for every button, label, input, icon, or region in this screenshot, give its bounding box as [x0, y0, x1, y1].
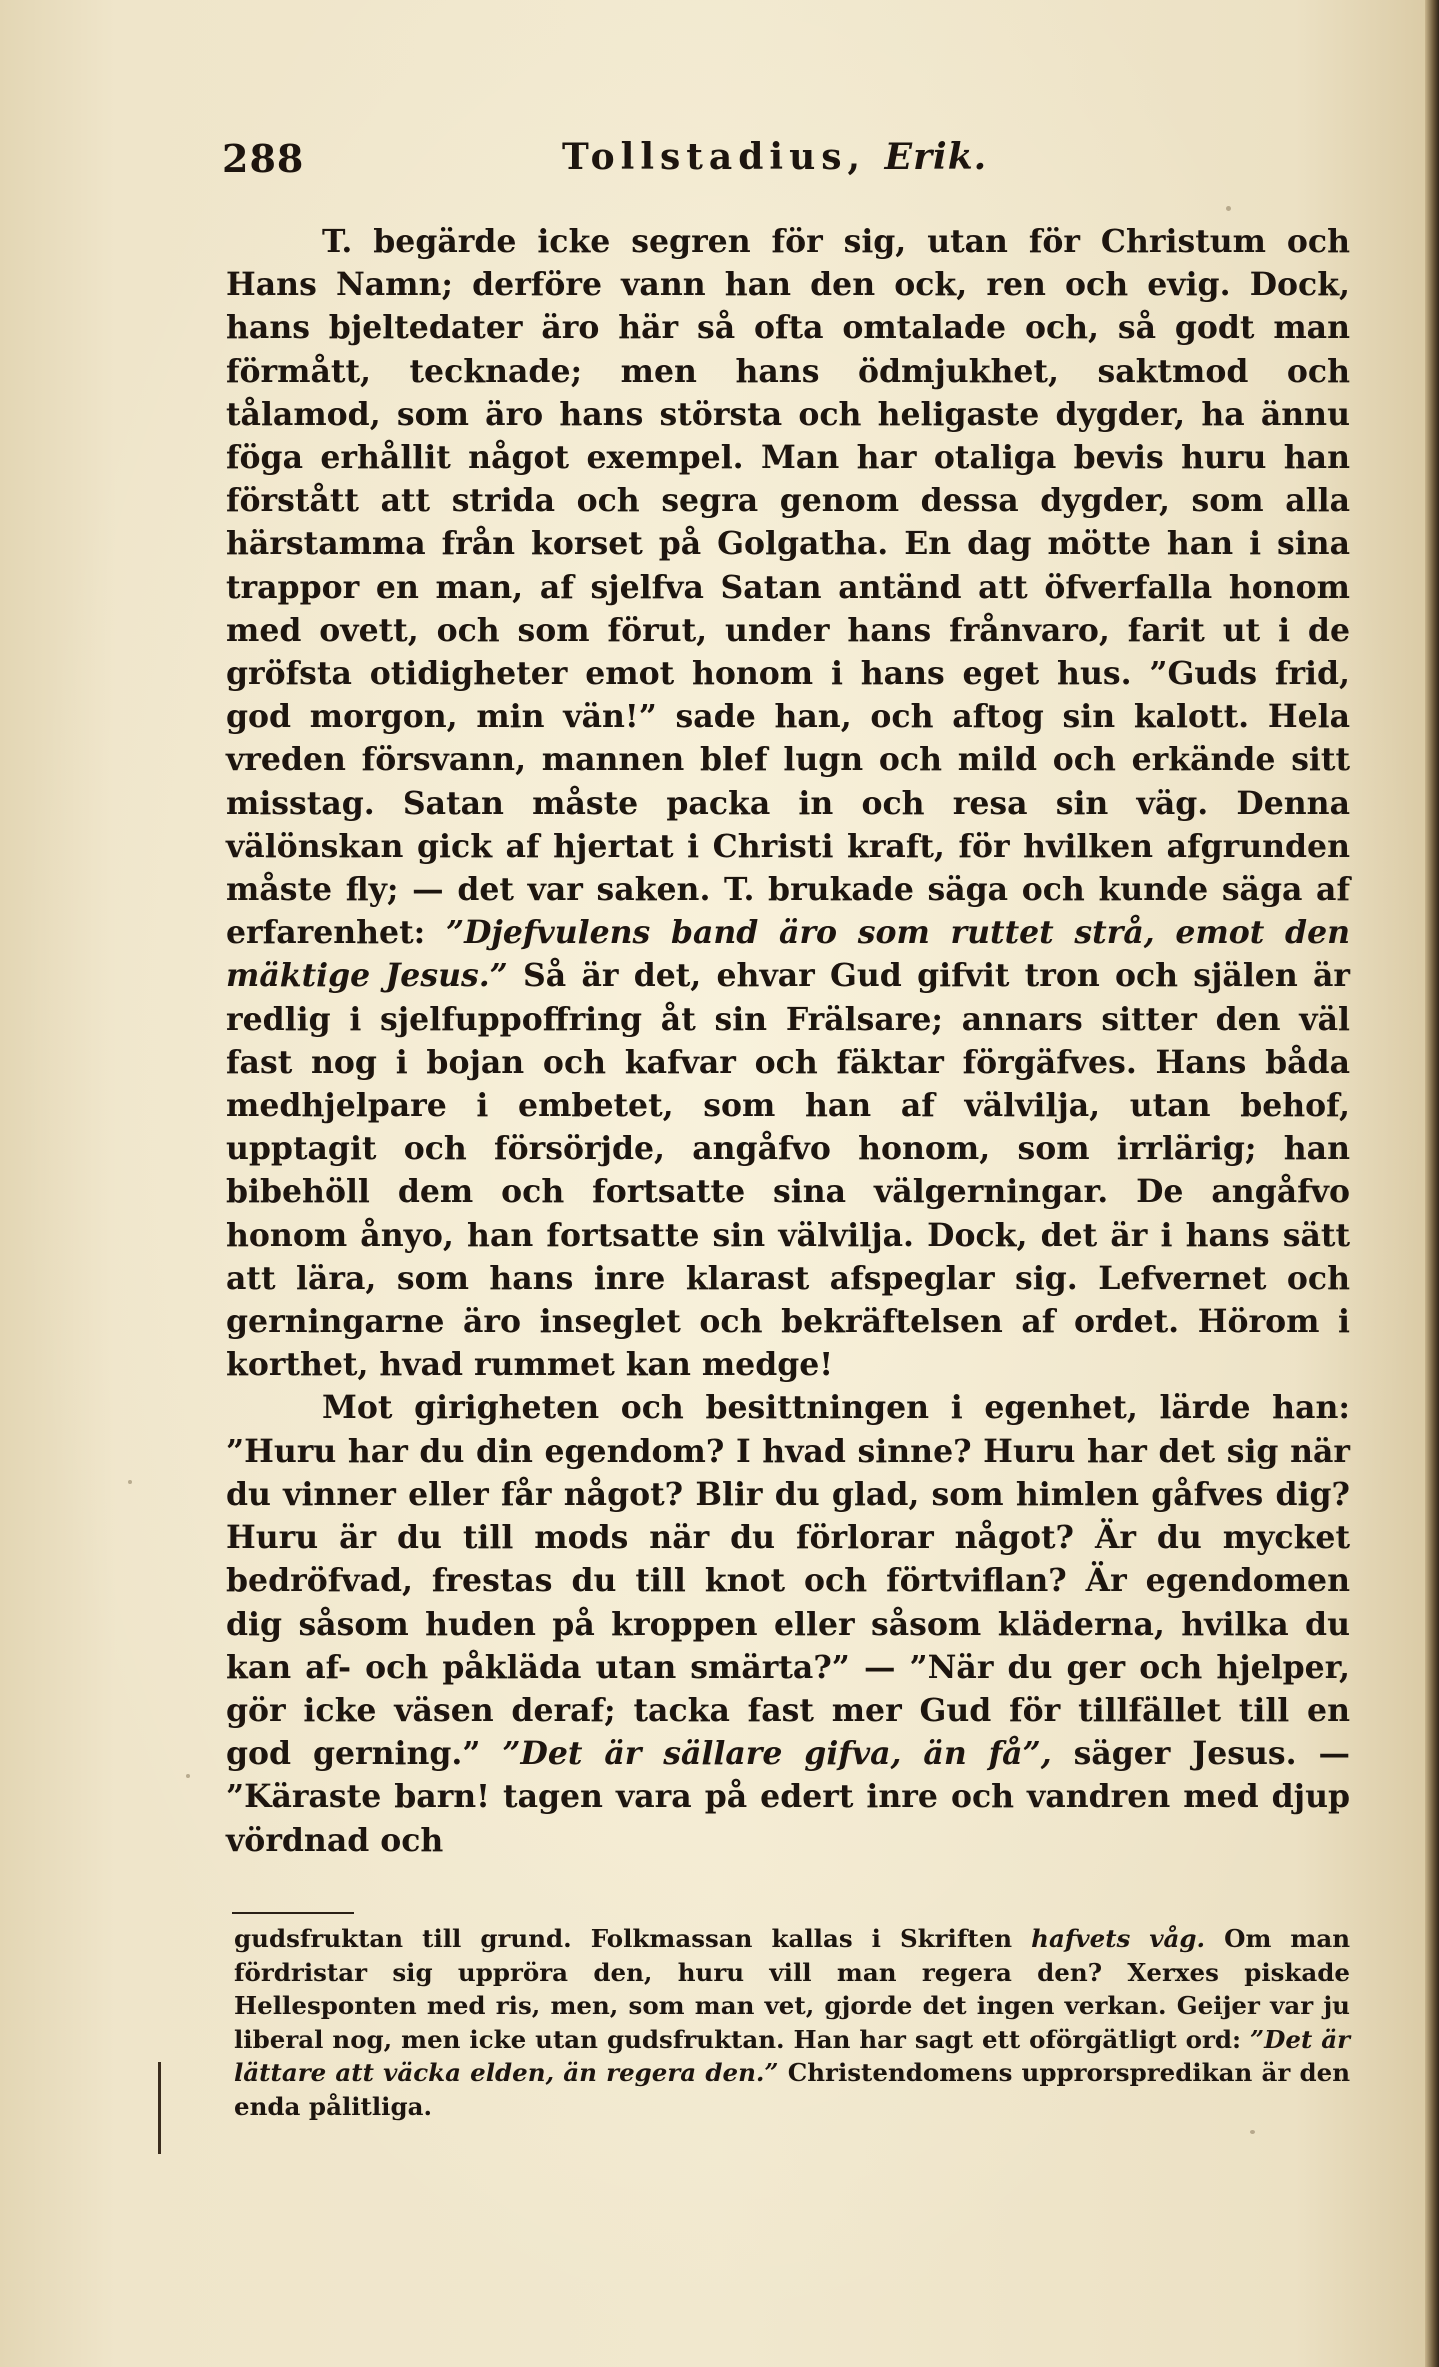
header-surname: Tollstadius,: [562, 136, 867, 178]
paper-speck: [128, 1480, 132, 1484]
paragraph-2: [226, 1386, 1350, 1861]
footnote-text-c: Christendomens upprorspredikan är den enda pålitliga.: [234, 2058, 1351, 2121]
paragraph-1-text-b: Så är det, ehvar Gud gifvit tron och själen är redlig i sjelfuppoffring åt sin Frälsare; annars sitter den väl fast nog i bojan och kafvar och fäktar förgäfves. Hans båda medhjelpare i embetet, som han af välvilja, utan behof, upptagit och försörjde, angåfvo honom, som irrlärig; han bibehöll dem och fortsatte sina välgerningar. De angåfvo honom ånyo, han fortsatte sin välvilja. Dock, det är i hans sätt att lära, som hans inre klarast afspeglar sig. Lefvernet och gerningarne äro inseglet och bekräftelsen af ordet. Hörom i korthet, hvad rummet kan medge!: [226, 957, 1351, 1384]
paragraph-2-quote: ”Det är sällare gifva, än få”,: [502, 1735, 1052, 1773]
paragraph-1: [226, 220, 1350, 1386]
paper-speck: [1250, 2130, 1255, 2134]
footnote-italic-b: ”Det är lättare att väcka elden, än regera den.”: [234, 2024, 1350, 2087]
footnote-italic-a: hafvets våg.: [1031, 1924, 1206, 1953]
page-edge-shadow: [1425, 0, 1439, 2367]
footnote-text-a: gudsfruktan till grund. Folkmassan kallas i Skriften: [234, 1924, 1013, 1953]
page-number: 288: [222, 136, 305, 181]
footnote: [234, 1922, 1350, 2123]
footnote-paragraph: [234, 1922, 1350, 2123]
paragraph-1-quote: ”Djefvulens band äro som ruttet strå, emot den mäktige Jesus.”: [226, 914, 1351, 995]
footnote-text-b: Om man fördristar sig uppröra den, huru vill man regera den? Xerxes piskade Hellesponten med ris, men, som man vet, gjorde det ingen verkan. Geijer var ju liberal nog, men icke utan gudsfruktan. Han har sagt ett oförgätligt ord:: [234, 1924, 1351, 2054]
paragraph-2-text-a: Mot girigheten och besittningen i egenhet, lärde han: ”Huru har du din egendom? I hvad sinne? Huru har det sig när du vinner eller får något? Blir du glad, som himlen gåfves dig? Huru är du till mods när du förlorar något? Är du mycket bedröfvad, frestas du till knot och förtviflan? Är egendomen dig såsom huden på kroppen eller såsom kläderna, hvilka du kan af- och påkläda utan smärta?” — ”När du ger och hjelper, gör icke väsen deraf; tacka fast mer Gud för tillfället till en god gerning.”: [226, 1389, 1350, 1773]
header-given-name: Erik.: [884, 136, 988, 178]
paragraph-2-text-b: säger Jesus. — ”Käraste barn! tagen vara på edert inre och vandren med djup vördnad och: [226, 1735, 1350, 1859]
footnote-divider: [232, 1912, 354, 1914]
margin-pencil-mark: [158, 2062, 161, 2154]
header-title: [562, 136, 987, 178]
paper-speck: [1226, 206, 1231, 211]
paragraph-1-text-a: T. begärde icke segren för sig, utan för Christum och Hans Namn; derföre vann han den ock, ren och evig. Dock, hans bjeltedater äro här så ofta omtalade och, så godt man förmått, tecknade; men hans ödmjukhet, saktmod och tålamod, som äro hans största och heligaste dygder, ha ännu föga erhållit något exempel. Man har otaliga bevis huru han förstått att strida och segra genom dessa dygder, som alla härstamma från korset på Golgatha. En dag mötte han i sina trappor en man, af sjelfva Satan antänd att öfverfalla honom med ovett, och som förut, under hans frånvaro, farit ut i de gröfsta otidigheter emot honom i hans eget hus. ”Guds frid, god morgon, min vän!” sade han, och aftog sin kalott. Hela vreden försvann, mannen blef lugn och mild och erkände sitt misstag. Satan måste packa in och resa sin väg. Denna välönskan gick af hjertat i Christi kraft, för hvilken afgrunden måste fly; — det var saken. T. brukade säga och kunde säga af erfarenhet:: [226, 223, 1350, 952]
main-text: [226, 220, 1350, 1862]
paper-speck: [186, 1774, 190, 1778]
running-head: [222, 136, 1352, 196]
